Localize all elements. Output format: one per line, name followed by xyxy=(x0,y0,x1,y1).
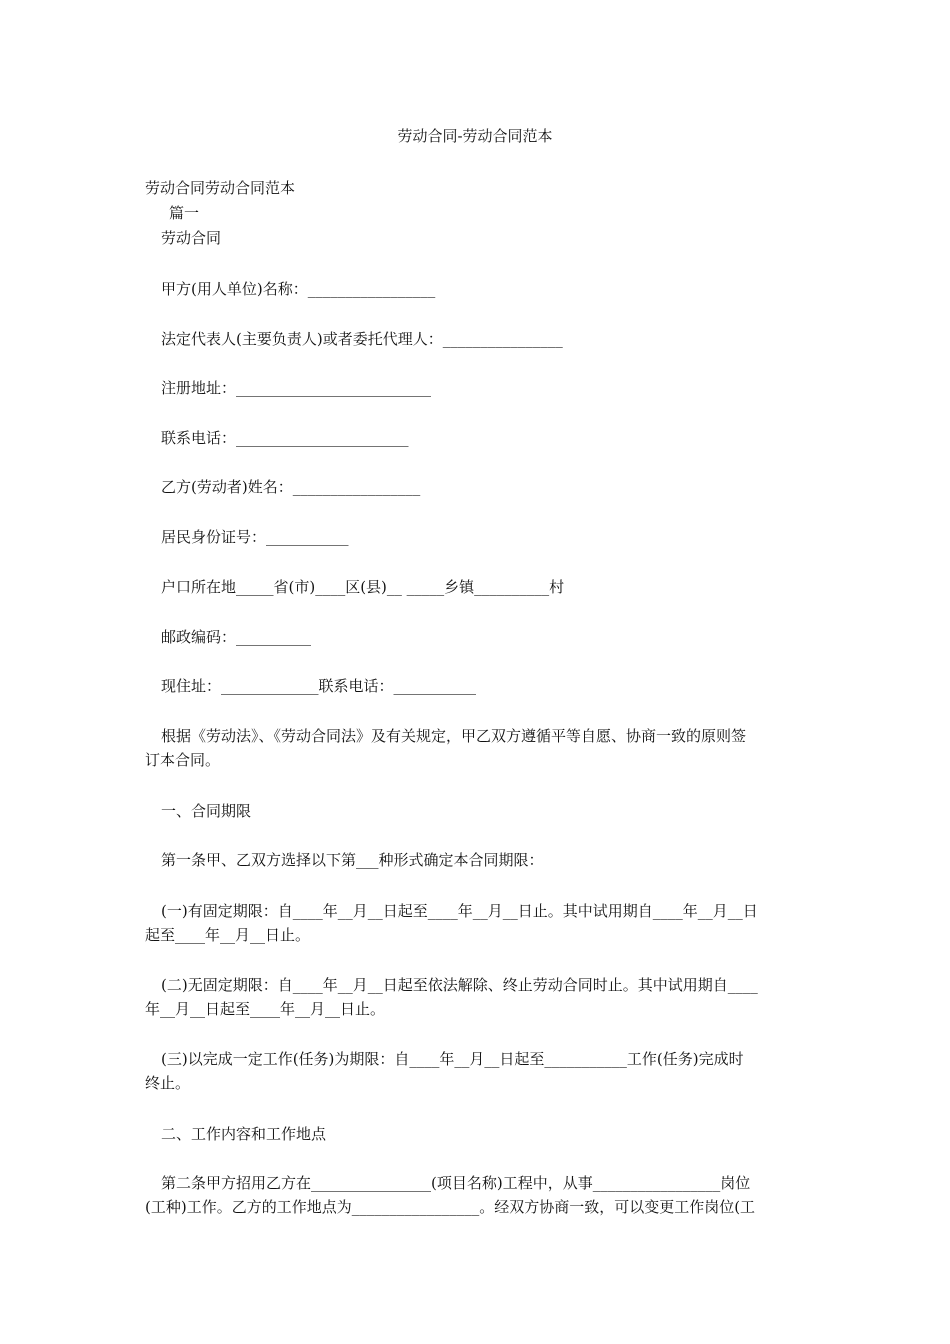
document-subtitle: 劳动合同劳动合同范本 xyxy=(145,179,296,197)
article-1: 第一条甲、乙双方选择以下第___种形式确定本合同期限： xyxy=(161,851,544,869)
id-number-field: 居民身份证号：___________ xyxy=(161,528,349,546)
document-title: 劳动合同-劳动合同范本 xyxy=(397,127,553,145)
contract-heading: 劳动合同 xyxy=(161,229,222,247)
section-1-title: 一、合同期限 xyxy=(161,802,252,820)
article-2-line-2: (工种)工作。乙方的工作地点为_________________。经双方协商一致，可以变更工作岗位(工 xyxy=(145,1198,756,1216)
hukou-field: 户口所在地_____省(市)____区(县)__ _____乡镇__________村 xyxy=(161,578,565,596)
reg-address-field: 注册地址：__________________________ xyxy=(161,379,432,397)
section-2-title: 二、工作内容和工作地点 xyxy=(161,1125,327,1143)
party-a-field: 甲方(用人单位)名称：_________________ xyxy=(161,280,436,298)
legal-rep-field: 法定代表人(主要负责人)或者委托代理人：________________ xyxy=(161,330,563,348)
article-2-line-1: 第二条甲方招用乙方在________________(项目名称)工程中，从事_________________岗位 xyxy=(161,1174,751,1192)
option-3-line-2: 终止。 xyxy=(145,1074,191,1092)
intro-paragraph-line-2: 订本合同。 xyxy=(145,751,221,769)
option-1-line-2: 起至____年__月__日止。 xyxy=(145,926,311,944)
party-b-field: 乙方(劳动者)姓名：_________________ xyxy=(161,478,421,496)
option-2-line-1: (二)无固定期限：自____年__月__日起至依法解除、终止劳动合同时止。其中试用期自____ xyxy=(161,976,758,994)
section-label: 篇一 xyxy=(169,204,200,222)
option-1-line-1: (一)有固定期限：自____年__月__日起至____年__月__日止。其中试用期自____年__月__日 xyxy=(161,902,758,920)
current-address-field: 现住址：_____________联系电话：___________ xyxy=(161,677,477,695)
postcode-field: 邮政编码：__________ xyxy=(161,628,312,646)
option-3-line-1: (三)以完成一定工作(任务)为期限：自____年__月__日起至___________工作(任务)完成时 xyxy=(161,1050,744,1068)
phone-field: 联系电话：_______________________ xyxy=(161,429,409,447)
option-2-line-2: 年__月__日起至____年__月__日止。 xyxy=(145,1000,386,1018)
intro-paragraph-line-1: 根据《劳动法》、《劳动合同法》及有关规定，甲乙双方遵循平等自愿、协商一致的原则签 xyxy=(161,727,747,745)
